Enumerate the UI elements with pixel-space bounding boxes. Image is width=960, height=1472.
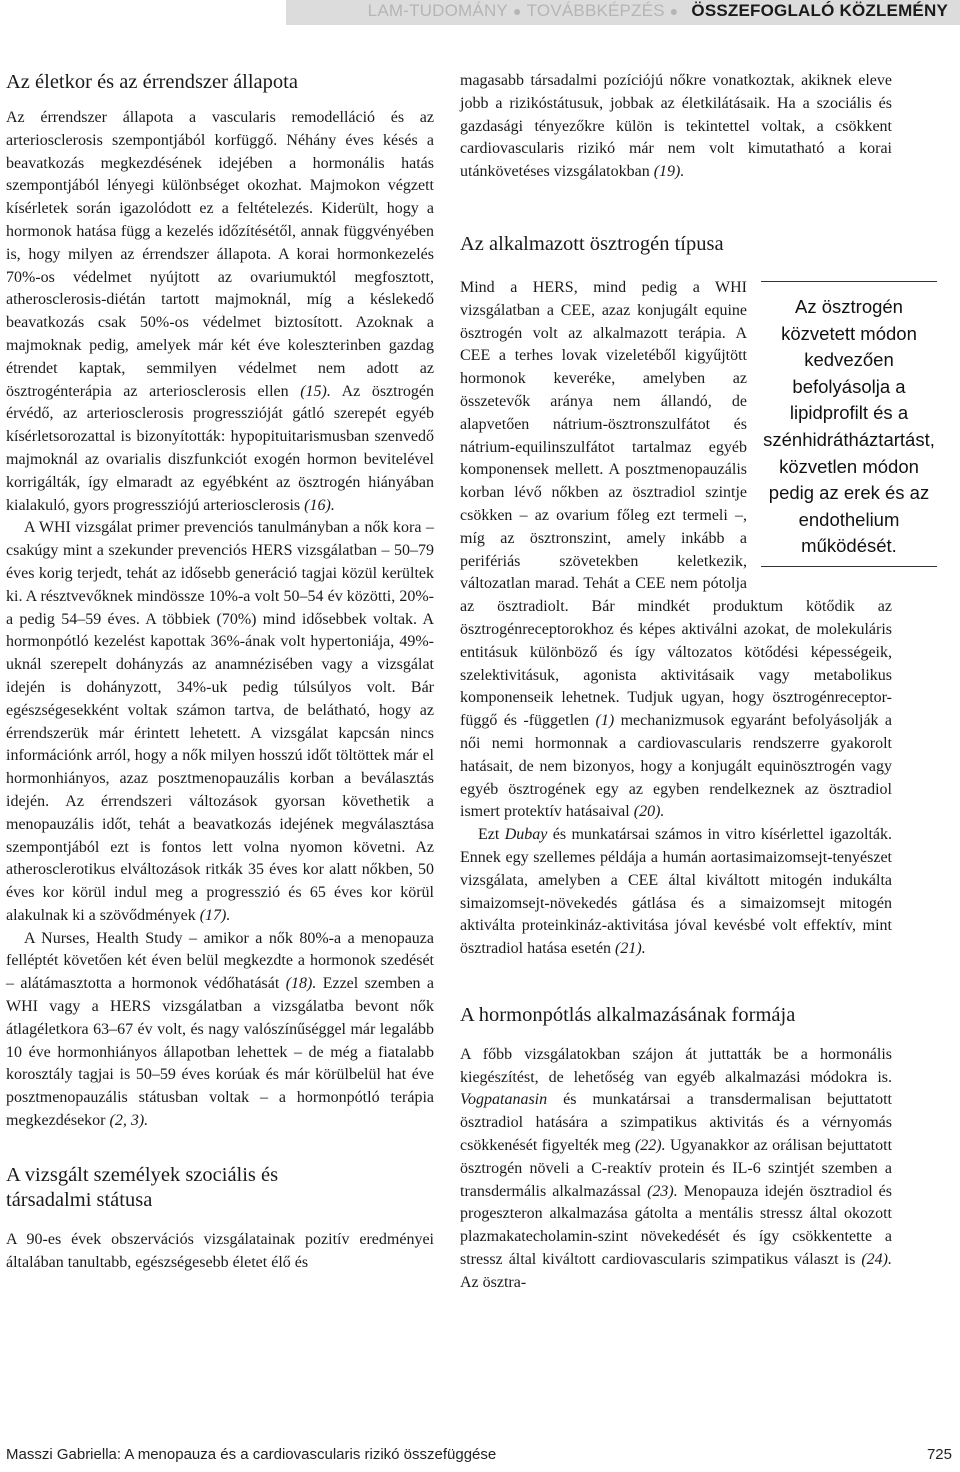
reference: (19). bbox=[653, 163, 685, 181]
bullet-icon: ● bbox=[669, 3, 679, 19]
paragraph: Az érrendszer állapota a vascularis remodelláció és az arteriosclerosis szempontjából korfüggő. Néhány éves késés a beavatkozás megkezdésének idejében a hormonális hatás szempontjából lényegi különbséget okozhat. Majmokon végzett kísérletek során igazolódott ez a feltételezés. Kiderült, hogy a hormonok hatása függ a kezelés időzítésétől, annak függvényében is, hogy milyen az érrendszer állapota. A korai hormonkezelés 70%-os védelmet nyújtott az ovariumuktól megfosztott, atherosclerosis-diétán tartott majmoknál, míg a késlekedő beavatkozás csak 50%-os védelmet biztosított. Azoknak a majmoknak pedig, amelyek már két éve koleszterinben gazdag étrendet kaptak, semmilyen védelmet nem adott az ösztrogénterápia az arteriosclerosis ellen (15). Az ösztrogén érvédő, az arteriosclerosis progresszióját gátló szerepét egyéb kísérletsorozattal is bizonyították: hypopituitarismusban szenvedő majmoknál az ovarialis diszfunkciót exogén hormon bevitelével korrigálták, így elmaradt az egyébként az ösztrogén hiányában kialakuló, gyors progressziójú arteriosclerosis (16). bbox=[6, 109, 435, 514]
right-column bbox=[460, 0, 935, 1295]
section-heading: A vizsgált személyek szociális és társadalmi státusa bbox=[6, 1163, 279, 1211]
header-section: ÖSSZEFOGLALÓ KÖZLEMÉNY bbox=[691, 1, 948, 20]
reference: (2, 3). bbox=[109, 1112, 149, 1130]
pull-quote: Az ösztrogén közvetett módon kedvezően befolyásolja a lipidprofilt és a szénhidrátháztartást, közvetlen módon pedig az erek és az endothelium működését. bbox=[761, 281, 937, 567]
header-category: TOVÁBBKÉPZÉS bbox=[526, 1, 665, 20]
paragraph: A WHI vizsgálat primer prevenciós tanulmányban a nők kora – csakúgy mint a szekunder prevenciós HERS vizsgálatban – 50–79 éves korig terjedt, tehát az idősebb generáció tagjai közül kerültek ki. A résztvevőknek mindössze 10%-a volt 50–54 év közötti, 20%-a pedig 54–59 éves. A többiek (70%) mind idősebbek voltak. A hormonpótló kezelést kapottak 36%-ának volt hypertoniája, 49%-uknál szerepelt dohányzás az anamnézisében vagy a vizsgálat idején is dohányzott, 34%-uk pedig túlsúlyos volt. Bár egészségesekként voltak számon tartva, de belátható, hogy az érrendszerük már érintett lehetett. A vizsgálat kapcsán nincs információnk arról, hogy a nők milyen hosszú időt töltöttek már el hormonhiányos, azaz posztmenopauzális korban a beválasztás idején. Az érrendszeri változások gyorsan követhetik a menopauzális időt, tehát a beavatkozás idejének megválasztása szempontjából ezt is fontos lett volna nyomon követni. Az atherosclerotikus elváltozások ritkák 35 éves kor alatt nőkben, 50 éves kor körül indul meg a progresszió és 65 éves kor körül alakulnak ki a szövődmények (17). bbox=[6, 519, 434, 924]
author-name: Dubay bbox=[504, 826, 548, 844]
reference: (17). bbox=[199, 906, 231, 924]
author-name: Vogpatanasin bbox=[460, 1091, 548, 1109]
reference: (1) bbox=[595, 712, 615, 730]
reference: (24). bbox=[861, 1251, 892, 1269]
paragraph: A 90-es évek obszervációs vizsgálatainak pozitív eredményei általában tanultabb, egészségesebb életet élő és bbox=[6, 1230, 434, 1271]
page-footer bbox=[6, 1446, 952, 1463]
paragraph: Ezt Dubay és munkatársai számos in vitro kísérlettel igazolták. Ennek egy szellemes példája a humán aortasimaizomsejt-tenyészet vizsgálata, amelyben a CEE által kiváltott mitogén indukálta simaizomsejt-növekedés gátlása és a simaizomsejt mitogén aktiválta proteinkináz-aktivitása jóval kevésbé volt effektív, mint ösztradiol hatása esetén (21). bbox=[460, 826, 892, 958]
reference: (21). bbox=[615, 940, 646, 958]
section-heading: A hormonpótlás alkalmazásának formája bbox=[460, 1003, 796, 1026]
left-column bbox=[6, 0, 434, 1274]
section-heading: Az életkor és az érrendszer állapota bbox=[6, 71, 298, 93]
reference: (22). bbox=[634, 1137, 666, 1155]
section-heading: Az alkalmazott ösztrogén típusa bbox=[460, 232, 724, 255]
paragraph: A Nurses, Health Study – amikor a nők 80%-a a menopauza felléptét követően két éven belül megkezdte a hormonok szedését – alátámasztotta a hormonok védőhatását (18). Ezzel szemben a WHI vagy a HERS vizsgálatban a vizsgálatba bevont nők átlagéletkora 63–67 év volt, és nagy valószínűséggel már legalább 10 éve hormonhiányos állapotban lehettek – de még a fiatalabb korosztály tagjai is 50–59 éves korúak és már körülbelül hat éve posztmenopauzális státusban voltak – a hormonpótló terápia megkezdésekor (2, 3). bbox=[6, 929, 435, 1130]
header-category: LAM-TUDOMÁNY bbox=[367, 1, 508, 20]
reference: (20). bbox=[633, 803, 665, 821]
reference: (16). bbox=[304, 496, 335, 514]
paragraph: magasabb társadalmi pozíciójú nőkre vonatkoztak, akiknek eleve jobb a rizikóstátusuk, jobbak az életkilátásaik. Ha a szociális és gazdasági tényezőkre külön is tekintettel voltak, a csökkent cardiovascularis rizikó már nem volt kimutatható a korai utánkövetéses vizsgálatokban (19). bbox=[460, 72, 892, 181]
paragraph: Az ösztrogén közvetett módon kedvezően befolyásolja a lipidprofilt és a szénhidrátháztartást, közvetlen módon pedig az erek és az endothelium működését. Mind a HERS, mind pedig a WHI vizsgálatban a CEE, azaz konjugált equine ösztrogén volt az alkalmazott terápia. A CEE a terhes lovak vizeletéből kigyűjtött hormonok keveréke, amelyben az összetevők aránya nem állandó, de alapvetően nátrium-ösztronszulfátot és nátrium-equilinszulfátot tartalmaz egyéb komponensek mellett. A posztmenopauzális korban lévő nőkben az ösztradiol szintje csökken – az ovarium főleg ezt termeli –, míg az ösztronszint, amely inkább a perifériás szövetekben keletkezik, változatlan marad. Tehát a CEE nem pótolja az ösztradiolt. Bár mindkét produktum kötődik az ösztrogénreceptorokhoz és képes aktiválni azokat, de molekuláris entitásuk különböző és így változatos kötődési képességeik, szelektivitásuk, agonista aktivitásaik vagy metabolikus komponenseik lehetnek. Tudjuk ugyan, hogy ösztrogénreceptor-függő és -független (1) mechanizmusok egyaránt befolyásolják a női nemi hormonnak a cardiovascularis rendszerre gyakorolt hatásait, de nem bizonyos, hogy a konjugált equinösztrogén vagy egyéb ösztrogének egy az egyben rendelkeznek az ösztradiol ismert protektív hatásaival (20). bbox=[460, 277, 892, 824]
bullet-icon: ● bbox=[512, 3, 522, 19]
paragraph: A főbb vizsgálatokban szájon át juttatták be a hormonális kiegészítést, de lehetőség van egyéb alkalmazási módokra is. Vogpatanasin és munkatársai a transdermalisan bejuttatott ösztradiol hatására a szimpatikus aktivitás és a vérnyomás csökkenését figyelték meg (22). Ugyanakkor az orálisan bejuttatott ösztrogén növeli a C-reaktív protein és IL-6 szintjét szemben a transdermális alkalmazással (23). Menopauza idején ösztradiol és progeszteron alkalmazása gátolta a mentális stressz által okozott plazmakatecholamin-szint növekedését és így csökkentette a stressz által kiváltott cardiovascularis szimpatikus választ is (24). Az ösztra- bbox=[460, 1045, 893, 1291]
footer-citation: Masszi Gabriella: A menopauza és a cardiovascularis rizikó összefüggése bbox=[6, 1446, 497, 1463]
reference: (18). bbox=[285, 975, 317, 993]
page-number: 725 bbox=[926, 1446, 952, 1463]
reference: (15). bbox=[300, 382, 331, 400]
reference: (23). bbox=[647, 1182, 678, 1200]
